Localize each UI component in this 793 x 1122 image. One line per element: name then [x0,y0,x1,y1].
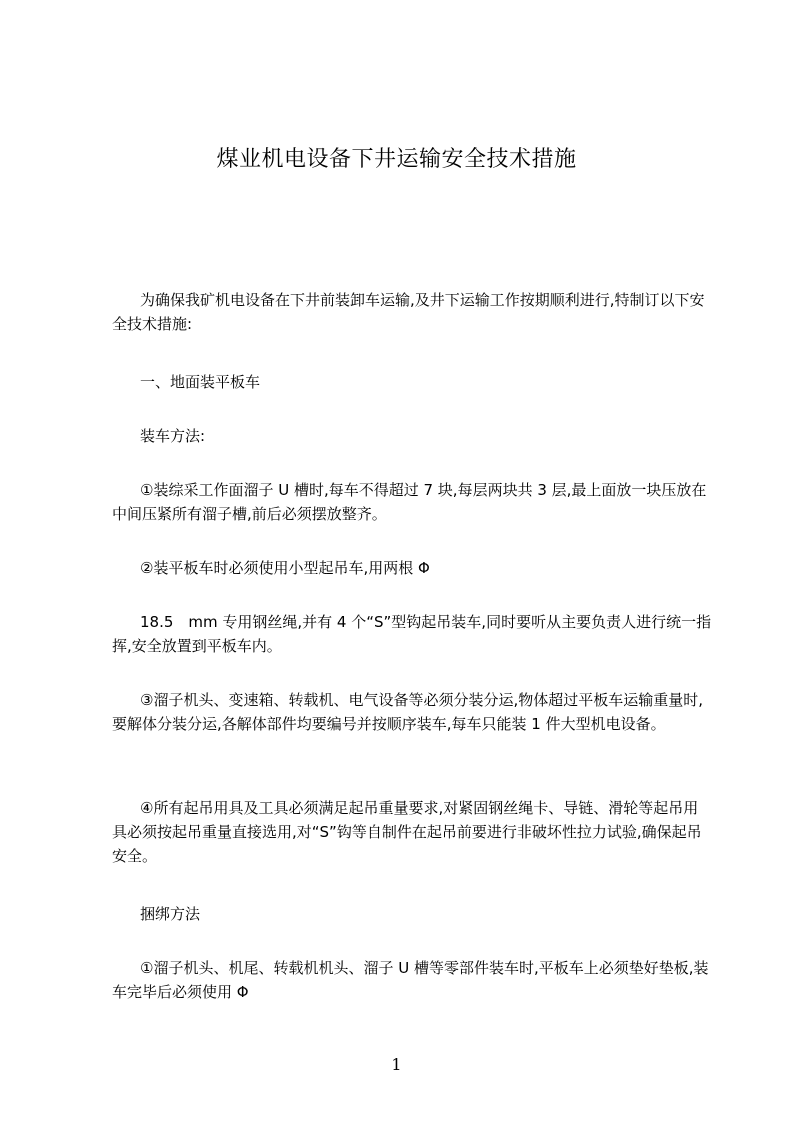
subsection-heading-binding: 捆绑方法 [140,905,201,923]
binding-list-item-1: ①溜子机头、机尾、转载机机头、溜子 U 槽等零部件装车时,平板车上必须垫好垫板,装车完毕后必须使用 Φ [112,959,709,1001]
list-item-2: ②装平板车时必须使用小型起吊车,用两根 Φ [140,559,430,577]
list-item-2-continued: 18.5 mm 专用钢丝绳,并有 4 个“S”型钩起吊装车,同时要听从主要负责人进行统一指挥,安全放置到平板车内。 [112,613,712,655]
page-number: 1 [391,1055,402,1074]
section-heading: 一、地面装平板车 [140,373,261,391]
list-item-1: ①装综采工作面溜子 U 槽时,每车不得超过 7 块,每层两块共 3 层,最上面放一块压放在中间压紧所有溜子槽,前后必须摆放整齐。 [112,481,707,523]
document-title: 煤业机电设备下井运输安全技术措施 [216,147,577,172]
subsection-heading-loading: 装车方法: [140,427,206,445]
list-item-4: ④所有起吊用具及工具必须满足起吊重量要求,对紧固钢丝绳卡、导链、滑轮等起吊用具必须按起吊重量直接选用,对“S”钩等自制件在起吊前要进行非破坏性拉力试验,确保起吊安全。 [112,799,702,865]
intro-paragraph: 为确保我矿机电设备在下井前装卸车运输,及井下运输工作按期顺利进行,特制订以下安全技术措施: [112,291,705,333]
list-item-3: ③溜子机头、变速箱、转载机、电气设备等必须分装分运,物体超过平板车运输重量时,要解体分装分运,各解体部件均要编号并按顺序装车,每车只能装 1 件大型机电设备。 [112,691,703,733]
